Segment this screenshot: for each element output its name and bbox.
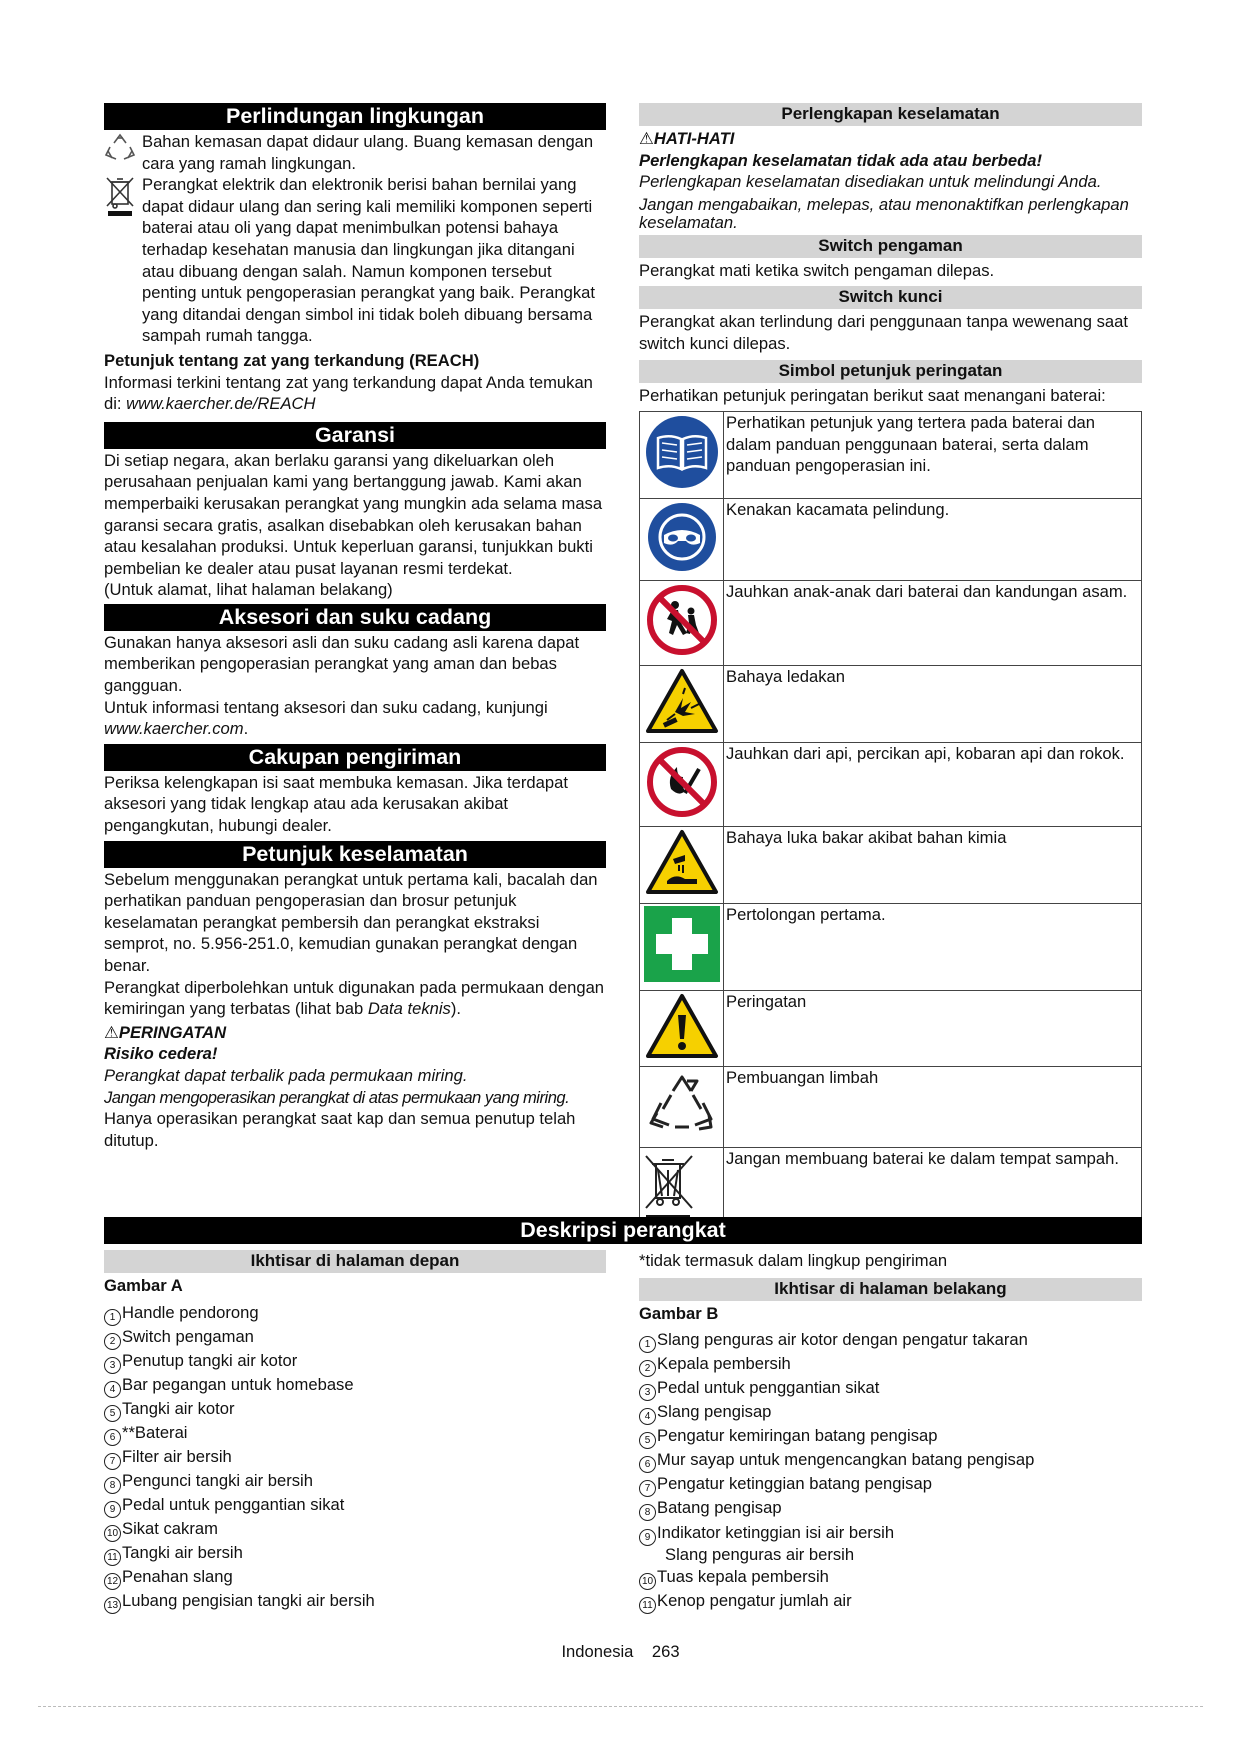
list-item: 5 Tangki air kotor (104, 1398, 606, 1422)
symbol-row (640, 990, 1142, 1067)
list-item: 10 Sikat cakram (104, 1518, 606, 1542)
goggles-icon (640, 498, 724, 581)
explosion-icon (640, 665, 724, 742)
list-item: 12 Penahan slang (104, 1566, 606, 1590)
safety-ref: Data teknis (367, 999, 451, 1019)
symbol-text: Kenakan kacamata pelindung. (724, 498, 1142, 581)
warning-icon (640, 990, 724, 1067)
list-item: 7 Pengatur ketinggian batang pengisap (639, 1473, 1142, 1497)
env-recycle-paragraph (104, 131, 606, 174)
left-column (104, 103, 606, 1151)
simbol-intro: Perhatikan petunjuk peringatan berikut saat menangani baterai: (639, 385, 1106, 405)
list-item: 11 Tangki air bersih (104, 1542, 606, 1566)
caution-label: ⚠HATI-HATI (639, 129, 735, 148)
first-aid-icon (640, 904, 724, 991)
symbol-text: Pembuangan limbah (724, 1067, 1142, 1148)
list-item: 1 Slang penguras air kotor dengan pengatur takaran (639, 1329, 1142, 1353)
figure-a-label: Gambar A (104, 1276, 183, 1295)
garansi-note: (Untuk alamat, lihat halaman belakang) (104, 580, 393, 600)
list-item: 9 Pedal untuk penggantian sikat (104, 1494, 606, 1518)
figure-b-label: Gambar B (639, 1303, 719, 1323)
deskripsi-left (104, 1250, 606, 1614)
recycle-icon (640, 1067, 724, 1148)
env-recycle-text: Bahan kemasan dapat didaur ulang. Buang kemasan dengan cara yang ramah lingkungan. (142, 132, 594, 173)
list-item: 2 Kepala pembersih (639, 1353, 1142, 1377)
symbol-row (640, 904, 1142, 991)
symbol-text: Jangan membuang baterai ke dalam tempat sampah. (724, 1147, 1142, 1234)
list-item: 4 Slang pengisap (639, 1401, 1142, 1425)
symbol-text: Jauhkan anak-anak dari baterai dan kandungan asam. (724, 581, 1142, 666)
aksesori-text-1: Gunakan hanya aksesori asli dan suku cadang asli karena dapat memberikan pengoperasian perangkat yang aman dan bebas gangguan. (104, 632, 580, 696)
symbol-text: Bahaya ledakan (724, 665, 1142, 742)
caution-line-1: Perlengkapan keselamatan disediakan untuk melindungi Anda. (639, 172, 1102, 192)
warning-line-1: Perangkat dapat terbalik pada permukaan miring. (104, 1065, 468, 1085)
symbol-text: Jauhkan dari api, percikan api, kobaran api dan rokok. (724, 742, 1142, 827)
garansi-text: Di setiap negara, akan berlaku garansi yang dikeluarkan oleh perusahaan penjualan kami yang bertanggung jawab. Kami akan memperbaiki kerusakan perangkat yang mungkin ada selama masa garansi secara gratis, asalkan disebabkan oleh kerusakan bahan atau kesalahan produksi. Untuk keperluan garansi, tunjukkan bukti pembelian ke dealer atau pusat layanan resmi terdekat. (104, 450, 603, 578)
list-item: 4 Bar pegangan untuk homebase (104, 1374, 606, 1398)
reach-link[interactable]: www.kaercher.de/REACH (126, 394, 316, 414)
symbol-row (640, 827, 1142, 904)
simbol-heading: Simbol petunjuk peringatan (639, 360, 1142, 383)
cakupan-heading: Cakupan pengiriman (104, 744, 606, 771)
manual-icon (640, 412, 724, 499)
warning-line-2: Jangan mengoperasikan perangkat di atas permukaan yang miring. (104, 1087, 570, 1107)
garansi-heading: Garansi (104, 422, 606, 449)
reach-text: Informasi terkini tentang zat yang terkandung dapat Anda temukan di: (104, 372, 593, 414)
keep-children-away-icon (640, 581, 724, 666)
footnote: *tidak termasuk dalam lingkup pengiriman (639, 1251, 948, 1270)
list-item: 9 Indikator ketinggian isi air bersih (639, 1524, 1142, 1546)
list-item: Slang penguras air bersih (665, 1545, 855, 1565)
weee-bin-icon (104, 176, 138, 224)
symbol-text: Pertolongan pertama. (724, 904, 1142, 991)
perlengkapan-heading: Perlengkapan keselamatan (639, 103, 1142, 126)
symbol-row (640, 1067, 1142, 1148)
symbol-table (639, 411, 1142, 1234)
reach-heading: Petunjuk tentang zat yang terkandung (REACH) (104, 350, 480, 370)
symbol-row (640, 412, 1142, 499)
warning-label: ⚠PERINGATAN (104, 1022, 227, 1042)
symbol-row (640, 665, 1142, 742)
list-item: 7 Filter air bersih (104, 1446, 606, 1470)
list-item: 3 Penutup tangki air kotor (104, 1350, 606, 1374)
switch-kunci-heading: Switch kunci (639, 286, 1142, 309)
page-number: 263 (651, 1642, 680, 1661)
list-item: 2 Switch pengaman (104, 1326, 606, 1350)
back-overview-heading: Ikhtisar di halaman belakang (639, 1278, 1142, 1301)
recycle-icon (104, 131, 142, 174)
caution-line-2: Jangan mengabaikan, melepas, atau menonaktifkan perlengkapan keselamatan. (639, 194, 1129, 232)
list-item: 11 Kenop pengatur jumlah air (639, 1590, 1142, 1614)
list-item: 10 Tuas kepala pembersih (639, 1566, 1142, 1590)
right-column (639, 103, 1142, 1235)
deskripsi-section (104, 1217, 1142, 1245)
switch-pengaman-text: Perangkat mati ketika switch pengaman dilepas. (639, 260, 995, 280)
warning-triangle-icon: ⚠ (104, 1022, 119, 1042)
deskripsi-heading: Deskripsi perangkat (104, 1217, 1142, 1244)
cut-line (38, 1706, 1203, 1707)
corrosive-icon (640, 827, 724, 904)
warning-sub: Risiko cedera! (104, 1044, 218, 1064)
symbol-row (640, 742, 1142, 827)
symbol-row (640, 498, 1142, 581)
list-item: 8 Pengunci tangki air bersih (104, 1470, 606, 1494)
aksesori-paragraph-2 (104, 697, 606, 740)
warning-line-3: Hanya operasikan perangkat saat kap dan semua penutup telah ditutup. (104, 1109, 576, 1150)
switch-pengaman-heading: Switch pengaman (639, 235, 1142, 258)
safety-text-end: ). (450, 999, 461, 1019)
list-item: 8 Batang pengisap (639, 1497, 1142, 1521)
safety-text-2: Perangkat diperbolehkan untuk digunakan pada permukaan dengan kemiringan yang terbatas (lihat bab (104, 977, 605, 1019)
aksesori-heading: Aksesori dan suku cadang (104, 604, 606, 631)
aksesori-text-2: Untuk informasi tentang aksesori dan suku cadang, kunjungi (104, 697, 548, 717)
env-heading: Perlindungan lingkungan (104, 103, 606, 130)
symbol-text: Perhatikan petunjuk yang tertera pada baterai dan dalam panduan penggunaan baterai, serta dalam panduan pengoperasian ini. (724, 412, 1142, 499)
symbol-text: Bahaya luka bakar akibat bahan kimia (724, 827, 1142, 904)
env-weee-paragraph (104, 174, 606, 347)
list-item: 6 Mur sayap untuk mengencangkan batang pengisap (639, 1449, 1142, 1473)
list-item: 13 Lubang pengisian tangki air bersih (104, 1590, 606, 1614)
front-overview-heading: Ikhtisar di halaman depan (104, 1250, 606, 1273)
list-item: 5 Pengatur kemiringan batang pengisap (639, 1425, 1142, 1449)
symbol-text: Peringatan (724, 990, 1142, 1067)
footer-language: Indonesia (561, 1642, 634, 1661)
back-item-list (639, 1329, 1142, 1614)
aksesori-link[interactable]: www.kaercher.com (104, 719, 244, 739)
front-item-list (104, 1302, 606, 1614)
safety-text-1: Sebelum menggunakan perangkat untuk pertama kali, bacalah dan perhatikan panduan pengoperasian dan brosur petunjuk keselamatan perangkat pembersih dan perangkat ekstraksi semprot, no. 5.956-251.0, kemudian gunakan perangkat dengan benar. (104, 869, 598, 975)
page-footer (0, 1641, 1241, 1663)
reach-paragraph (104, 372, 606, 415)
env-weee-text: Perangkat elektrik dan elektronik berisi bahan bernilai yang dapat didaur ulang dan sering kali memiliki komponen seperti baterai atau oli yang dapat menimbulkan potensi bahaya terhadap kesehatan manusia dan lingkungan jika ditangani atau dibuang dengan salah. Namun komponen tersebut penting untuk pengoperasian perangkat yang baik. Perangkat yang ditandai dengan simbol ini tidak boleh dibuang bersama sampah rumah tangga. (142, 175, 595, 346)
caution-sub: Perlengkapan keselamatan tidak ada atau berbeda! (639, 150, 1043, 170)
list-item: 3 Pedal untuk penggantian sikat (639, 1377, 1142, 1401)
list-item: 6 **Baterai (104, 1422, 606, 1446)
symbol-row (640, 581, 1142, 666)
deskripsi-right (639, 1250, 1142, 1614)
cakupan-text: Periksa kelengkapan isi saat membuka kemasan. Jika terdapat aksesori yang tidak lengkap atau ada kerusakan akibat pengangkutan, hubungi dealer. (104, 772, 568, 836)
safety-paragraph-2 (104, 977, 606, 1020)
no-fire-icon (640, 742, 724, 827)
switch-kunci-text: Perangkat akan terlindung dari penggunaan tanpa wewenang saat switch kunci dilepas. (639, 312, 1128, 353)
caution-triangle-icon: ⚠ (639, 129, 654, 148)
safety-heading: Petunjuk keselamatan (104, 841, 606, 868)
aksesori-dot: . (243, 719, 249, 739)
list-item: 1 Handle pendorong (104, 1302, 606, 1326)
